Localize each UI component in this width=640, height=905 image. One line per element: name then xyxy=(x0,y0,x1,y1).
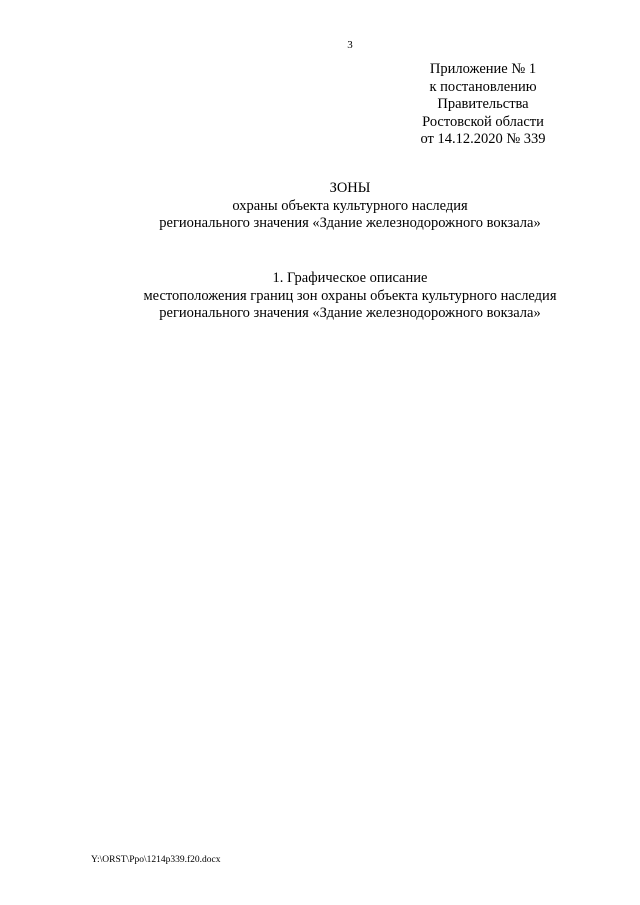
title-heading: ЗОНЫ xyxy=(329,180,371,196)
section-subtitle-line2: регионального значения «Здание железнодорожного вокзала» xyxy=(159,305,541,321)
section-heading xyxy=(0,270,640,323)
footer-file-path: Y:\ORST\Ppo\1214p339.f20.docx xyxy=(91,855,221,865)
appendix-line-region: Ростовской области xyxy=(422,113,544,130)
appendix-header xyxy=(383,61,583,149)
title-subtitle-line1: охраны объекта культурного наследия xyxy=(232,197,468,214)
appendix-line-number: Приложение № 1 xyxy=(429,61,537,77)
page-number: 3 xyxy=(347,39,353,51)
appendix-line-resolution: к постановлению xyxy=(429,78,537,95)
title-subtitle-line2: регионального значения «Здание железнодорожного вокзала» xyxy=(159,215,541,231)
appendix-line-date: от 14.12.2020 № 339 xyxy=(420,131,546,147)
appendix-line-government: Правительства xyxy=(437,96,529,112)
section-title: 1. Графическое описание xyxy=(272,270,428,286)
section-subtitle-line1: местоположения границ зон охраны объекта культурного наследия xyxy=(143,287,557,304)
document-title xyxy=(0,180,640,233)
